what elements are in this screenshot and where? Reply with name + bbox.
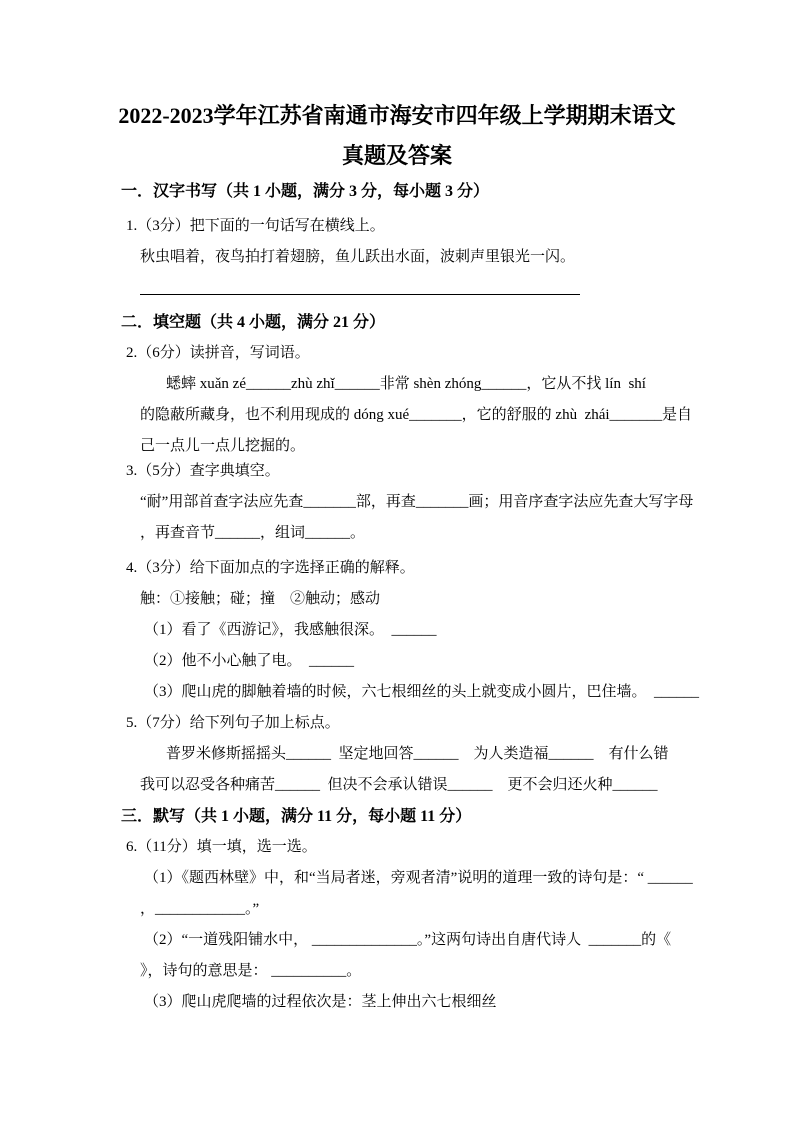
question-5-line-2: 我可以忍受各种痛苦______ 但决不会承认错误______ 更不会归还火种______: [140, 777, 658, 793]
question-3-prompt: 3.（5分）查字典填空。: [126, 463, 280, 479]
section-3-heading-dictation: 三．默写（共 1 小题，满分 11 分，每小题 11 分）: [121, 808, 472, 825]
question-6-item-1-line-2: ，____________。”: [140, 901, 260, 917]
question-2-prompt: 2.（6分）读拼音，写词语。: [126, 345, 310, 361]
question-2-pinyin-line-3: 己一点儿一点儿挖掘的。: [140, 438, 306, 454]
exam-title-line-2: 真题及答案: [341, 143, 452, 168]
section-2-heading-fill-in-blank: 二．填空题（共 4 小题，满分 21 分）: [121, 314, 386, 331]
question-4-item-2: （2）他不小心触了电。 ______: [144, 653, 355, 669]
question-5-line-1: 普罗米修斯摇摇头______ 坚定地回答______ 为人类造福______ 有什么错: [166, 746, 669, 762]
question-2-pinyin-line-1: 蟋蟀 xuǎn zé______zhù zhǐ______非常 shèn zhóng______，它从不找 lín shí: [166, 376, 646, 392]
question-1-answer-row: [0, 273, 794, 307]
question-1-sentence: 秋虫唱着，夜鸟拍打着翅膀，鱼儿跃出水面，波刺声里银光一闪。: [140, 249, 576, 265]
section-1-heading-hanzi-writing: 一．汉字书写（共 1 小题，满分 3 分，每小题 3 分）: [121, 183, 490, 200]
question-4-item-3: （3）爬山虎的脚触着墙的时候，六七根细丝的头上就变成小圆片，巴住墙。 ______: [144, 684, 700, 700]
question-4-definitions: 触：①接触；碰；撞 ②触动；感动: [140, 591, 381, 607]
question-3-line-1: “耐”用部首查字法应先查_______部，再查_______画；用音序查字法应先查大写字母: [140, 494, 694, 510]
question-6-item-2-line-1: （2）“一道残阳铺水中， ______________。”这两句诗出自唐代诗人 _______的《: [144, 932, 672, 948]
question-2-pinyin-line-2: 的隐蔽所藏身，也不利用现成的 dóng xué_______，它的舒服的 zhù zhái_______是自: [140, 407, 693, 423]
question-1-answer-blank-line: [140, 273, 580, 295]
question-4-prompt: 4.（3分）给下面加点的字选择正确的解释。: [126, 560, 415, 576]
exam-title-line-1: 2022-2023学年江苏省南通市海安市四年级上学期期末语文: [118, 103, 676, 128]
question-3-line-2: ，再查音节______，组词______。: [140, 525, 366, 541]
question-6-item-2-line-2: 》，诗句的意思是： __________。: [140, 963, 362, 979]
question-6-prompt: 6.（11分）填一填，选一选。: [126, 839, 317, 855]
question-5-prompt: 5.（7分）给下列句子加上标点。: [126, 715, 340, 731]
question-1-prompt: 1.（3分）把下面的一句话写在横线上。: [126, 218, 385, 234]
question-4-item-1: （1）看了《西游记》，我感触很深。 ______: [144, 622, 437, 638]
question-6-item-1-line-1: （1）《题西林壁》中，和“当局者迷，旁观者清”说明的道理一致的诗句是：“ ______: [144, 870, 693, 886]
question-6-item-3: （3）爬山虎爬墙的过程依次是：茎上伸出六七根细丝: [144, 994, 497, 1010]
